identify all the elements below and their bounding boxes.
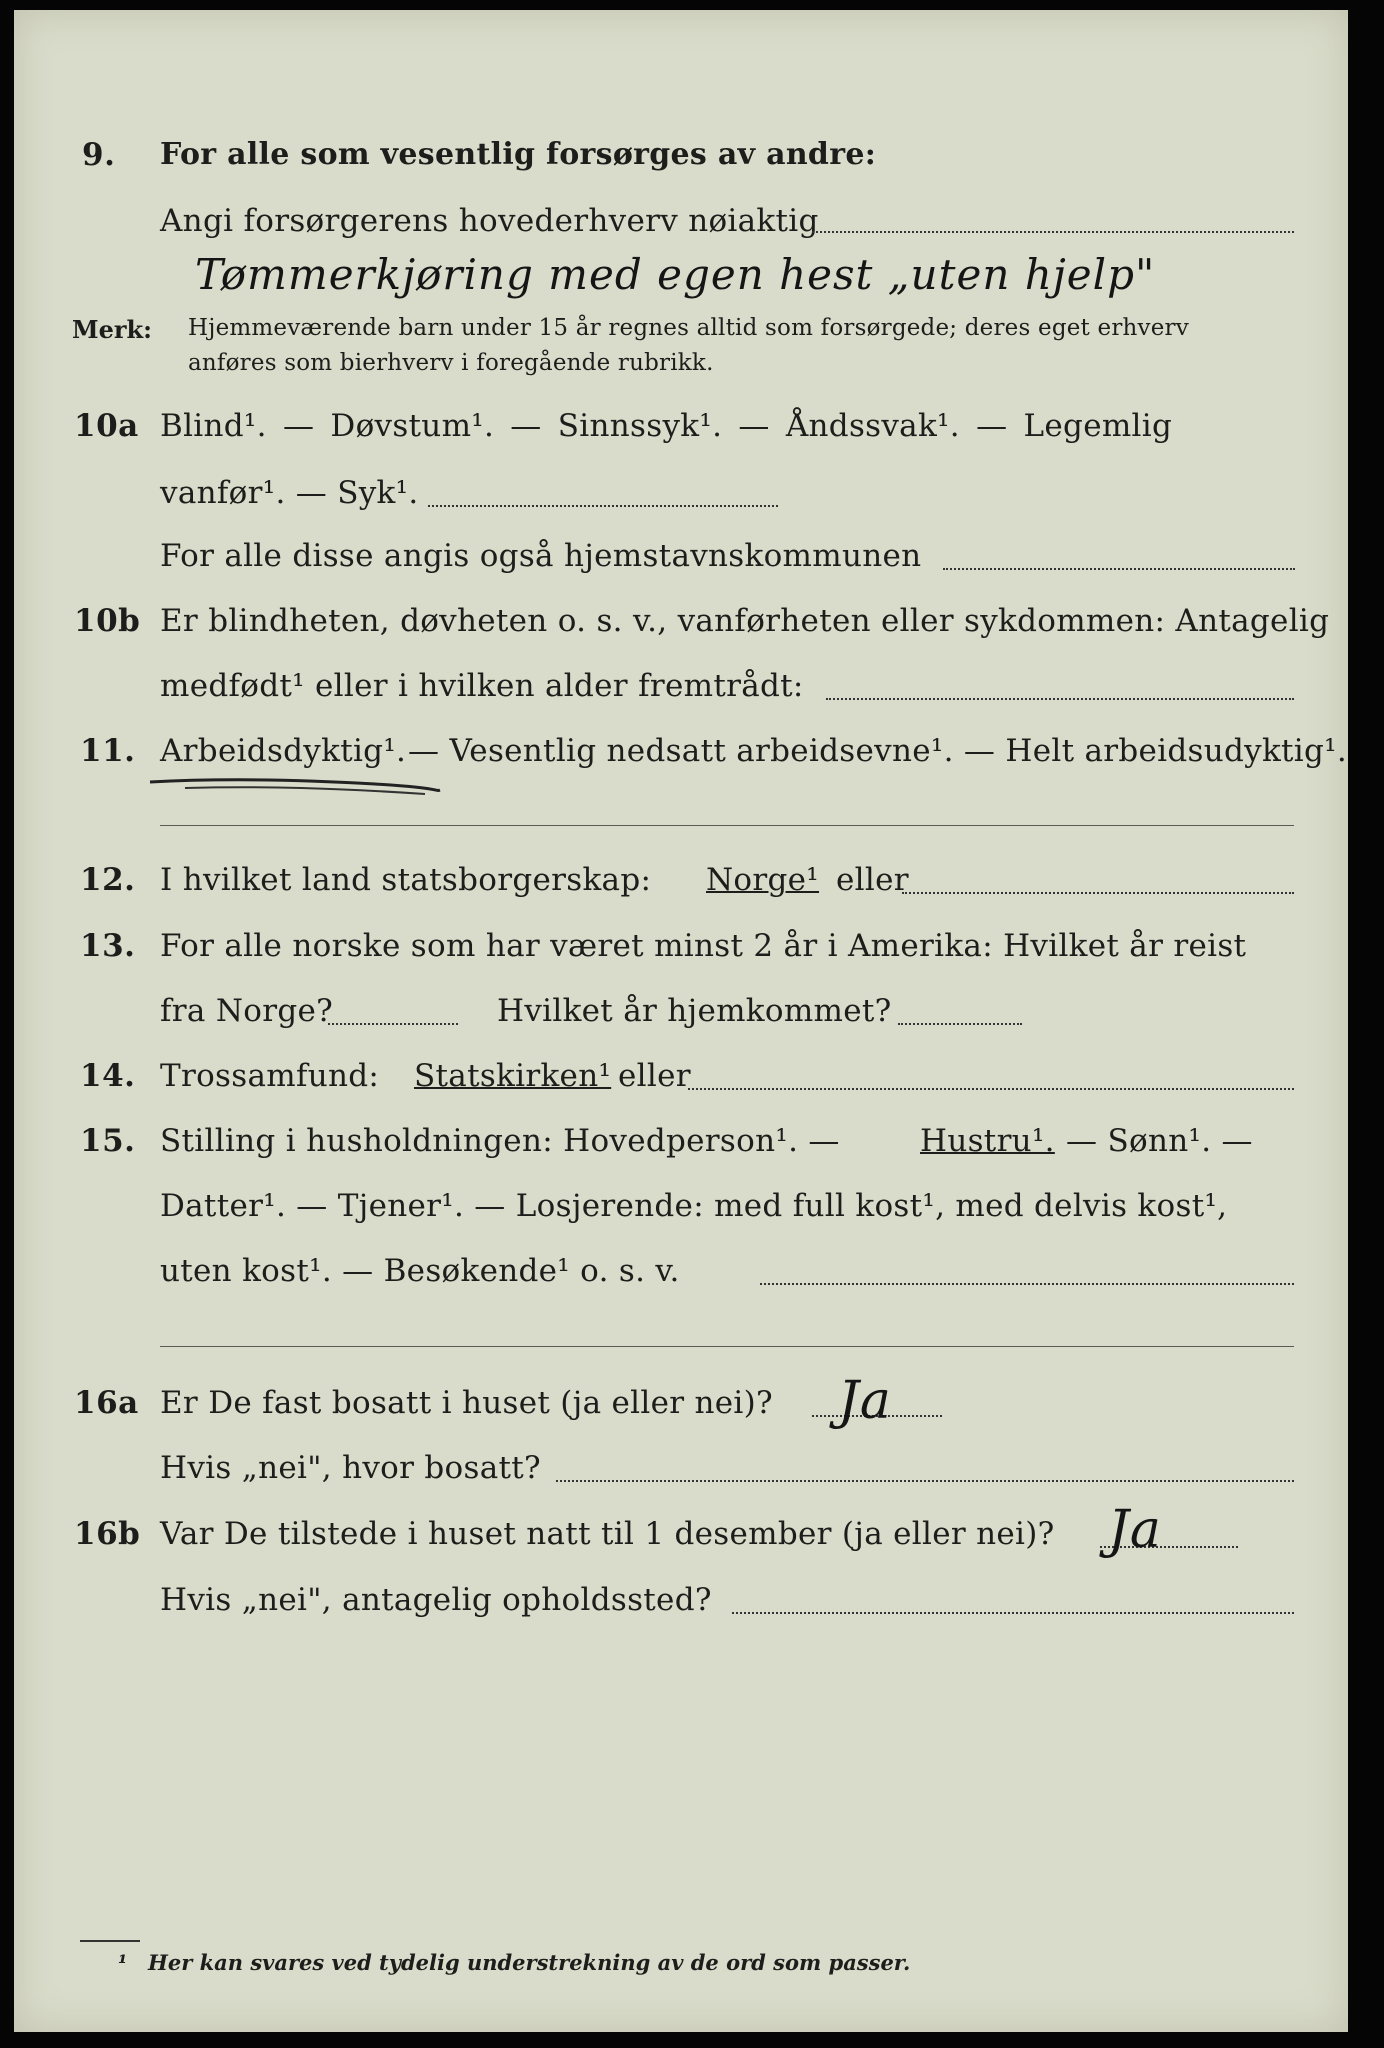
- q9-heading: For alle som vesentlig forsørges av andre:: [160, 137, 877, 172]
- q12-text: I hvilket land statsborgerskap:: [160, 862, 652, 898]
- q10a-text-2: vanfør¹. — Syk¹.: [160, 475, 419, 511]
- q12-norge: Norge¹: [706, 862, 820, 898]
- q15-line2: [0, 1188, 1384, 1240]
- q10a-number: 10a: [74, 408, 139, 444]
- q15-hustru: Hustru¹.: [920, 1123, 1055, 1159]
- q14-statskirken: Statskirken¹: [414, 1058, 612, 1094]
- merk-text-1: Hjemmeværende barn under 15 år regnes alltid som forsørgede; deres eget erhverv: [188, 315, 1189, 341]
- q13-dotline-1: [328, 1023, 458, 1025]
- q12-eller: eller: [836, 862, 909, 898]
- q13-text-2a: fra Norge?: [160, 993, 334, 1029]
- q11-handwritten-underline: [145, 770, 445, 800]
- q9-line1: [0, 137, 1384, 189]
- q10a-line3: [0, 538, 1384, 590]
- q10b-number: 10b: [74, 603, 141, 639]
- q9-answer-line: [0, 250, 1384, 302]
- q16a-line2: [0, 1450, 1384, 1502]
- q15-blank-rule: [160, 1346, 1294, 1347]
- q10a-dotline-1: [428, 505, 778, 507]
- q16a-text-1: Er De fast bosatt i huset (ja eller nei)?: [160, 1385, 773, 1421]
- merk-label: Merk:: [72, 315, 152, 344]
- q14-eller: eller: [618, 1058, 691, 1094]
- q11-number: 11.: [80, 733, 136, 769]
- q13-text-1: For alle norske som har været minst 2 år i Amerika: Hvilket år reist: [160, 928, 1247, 964]
- q10b-line1: [0, 603, 1384, 655]
- q11-blank-rule: [160, 825, 1294, 826]
- q11-arbeidsdyktig: Arbeidsdyktig¹.: [160, 733, 407, 769]
- q13-text-2b: Hvilket år hjemkommet?: [497, 993, 892, 1029]
- q16b-text-1: Var De tilstede i huset natt til 1 desember (ja eller nei)?: [160, 1516, 1055, 1552]
- q16b-line2: [0, 1582, 1384, 1634]
- q10a-dotline-2: [943, 568, 1295, 570]
- q16a-handwritten-answer: Ja: [838, 1371, 892, 1431]
- q12-dotline: [902, 892, 1294, 894]
- q9-question: Angi forsørgerens hovederhverv nøiaktig: [160, 203, 819, 239]
- q10a-text-3: For alle disse angis også hjemstavnskommunen: [160, 538, 922, 574]
- q16b-text-2: Hvis „nei", antagelig opholdssted?: [160, 1582, 712, 1618]
- q9-handwritten-answer: Tømmerkjøring med egen hest „uten hjelp": [195, 250, 1156, 299]
- q13-line2: [0, 993, 1384, 1045]
- q10b-text-2: medfødt¹ eller i hvilken alder fremtrådt:: [160, 668, 804, 704]
- q10a-line1: [0, 408, 1384, 460]
- q16b-line1: [0, 1500, 1384, 1568]
- q15-text-1b: — Sønn¹. —: [1066, 1123, 1253, 1159]
- q16b-number: 16b: [74, 1516, 141, 1552]
- q10b-line2: [0, 668, 1384, 720]
- q16a-number: 16a: [74, 1385, 139, 1421]
- q12-number: 12.: [80, 862, 136, 898]
- q10b-text-1: Er blindheten, døvheten o. s. v., vanførheten eller sykdommen: Antagelig: [160, 603, 1330, 639]
- footnote-text: Her kan svares ved tydelig understrekning av de ord som passer.: [148, 1950, 911, 1975]
- q9-number: 9.: [82, 137, 116, 173]
- q13-line1: [0, 928, 1384, 980]
- q15-number: 15.: [80, 1123, 136, 1159]
- q10a-line2: [0, 475, 1384, 527]
- footnote-mark: ¹: [118, 1950, 128, 1975]
- q15-text-2: Datter¹. — Tjener¹. — Losjerende: med full kost¹, med delvis kost¹,: [160, 1188, 1228, 1224]
- q13-number: 13.: [80, 928, 136, 964]
- q16b-dotline-2: [732, 1612, 1294, 1614]
- q15-dotline: [760, 1283, 1294, 1285]
- footnote-rule: [80, 1940, 140, 1942]
- q10b-dotline: [826, 698, 1294, 700]
- q11-text: — Vesentlig nedsatt arbeidsevne¹. — Helt arbeidsudyktig¹.: [408, 733, 1348, 769]
- q16a-dotline-2: [556, 1480, 1294, 1482]
- merk-line2: [0, 350, 1384, 402]
- q10a-text-1: Blind¹. — Døvstum¹. — Sinnssyk¹. — Åndssvak¹. — Legemlig: [160, 408, 1173, 444]
- q16b-handwritten-answer: Ja: [1108, 1500, 1162, 1560]
- q16a-text-2: Hvis „nei", hvor bosatt?: [160, 1450, 541, 1486]
- q15-text-1a: Stilling i husholdningen: Hovedperson¹. —: [160, 1123, 840, 1159]
- q12-line: [0, 862, 1384, 914]
- q9-answer-dotline: [812, 231, 1294, 233]
- q14-text: Trossamfund:: [160, 1058, 380, 1094]
- footnote-line: [0, 1950, 1384, 2002]
- q9-line2: [0, 203, 1384, 255]
- q14-dotline: [688, 1088, 1294, 1090]
- q15-line1: [0, 1123, 1384, 1175]
- merk-text-2: anføres som bierhverv i foregående rubrikk.: [188, 350, 714, 376]
- q14-line: [0, 1058, 1384, 1110]
- q15-line3: [0, 1253, 1384, 1305]
- q16a-line1: [0, 1371, 1384, 1437]
- q13-dotline-2: [898, 1023, 1022, 1025]
- q15-text-3: uten kost¹. — Besøkende¹ o. s. v.: [160, 1253, 680, 1289]
- q14-number: 14.: [80, 1058, 136, 1094]
